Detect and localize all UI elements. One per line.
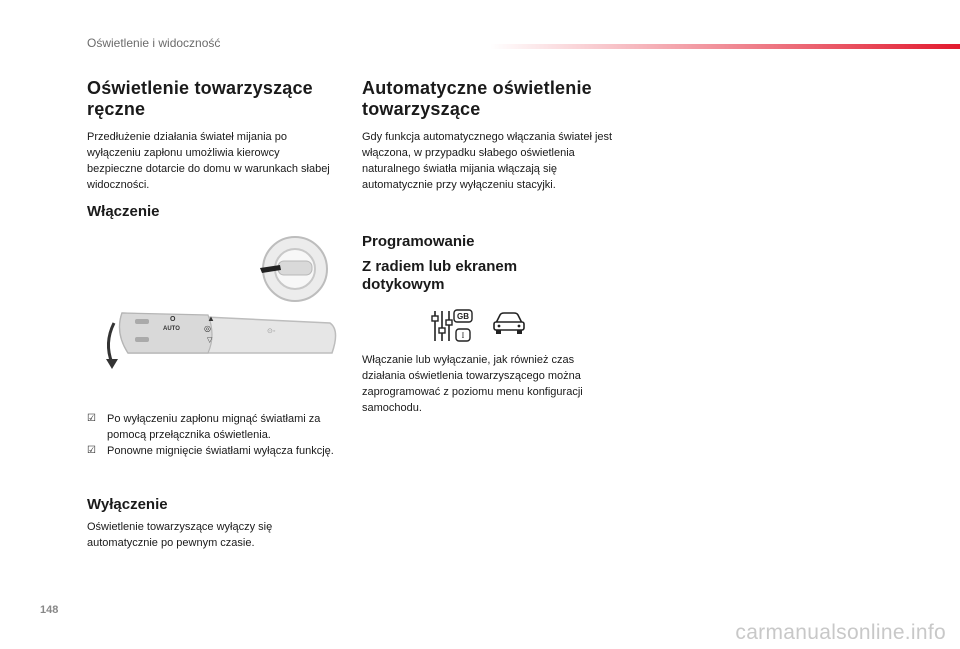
- svg-text:▽: ▽: [207, 337, 213, 344]
- bullet-icon: ☑: [87, 445, 96, 456]
- svg-text:◎: ◎: [204, 324, 211, 333]
- section-title: Oświetlenie i widoczność: [87, 36, 221, 50]
- rotate-arrow-icon: [108, 323, 114, 363]
- i-badge-text: I: [461, 331, 465, 340]
- list-item: [87, 411, 337, 443]
- right-intro-block: [362, 129, 624, 193]
- right-body-text: Włączanie lub wyłączanie, jak również czas działania oświetlenia towarzyszącego można zaprogramować z poziomu menu konfiguracji samochodu.: [362, 354, 583, 414]
- stalk-body: [120, 313, 336, 353]
- left-title: Oświetlenie towarzyszące ręczne: [87, 78, 313, 119]
- gb-badge-text: GB: [457, 312, 469, 321]
- right-intro: Gdy funkcja automatycznego włączania świateł jest włączona, w przypadku słabego oświetlenia naturalnego światła mijania włączają się automatycznie przy wyłączeniu stacyjki.: [362, 131, 613, 191]
- left-intro: Przedłużenie działania świateł mijania po wyłączeniu zapłonu umożliwia kierowcy bezpieczne dotarcie do domu w warunkach słabej widoczności.: [87, 131, 330, 191]
- programming-heading-block: [362, 233, 475, 251]
- programming-heading: Programowanie: [362, 233, 475, 250]
- lighting-stalk-illustration: [100, 235, 345, 383]
- left-intro-block: [87, 129, 337, 193]
- right-title-block: [362, 78, 622, 120]
- disable-text: Oświetlenie towarzyszące wyłączy się automatycznie po pewnym czasie.: [87, 521, 273, 549]
- stalk-label-auto: AUTO: [163, 326, 180, 332]
- radio-heading-block: [362, 258, 562, 294]
- header-accent-bar: [490, 44, 960, 49]
- enable-heading-block: [87, 203, 160, 221]
- svg-text:▲: ▲: [207, 314, 215, 323]
- right-title: Automatyczne oświetlenie towarzyszące: [362, 78, 592, 119]
- bullet-text: Ponowne mignięcie światłami wyłącza funkcję.: [107, 445, 334, 457]
- car-icon: [492, 311, 526, 335]
- bullet-icon: ☑: [87, 413, 96, 424]
- left-column: [87, 78, 337, 120]
- disable-heading: Wyłączenie: [87, 496, 168, 513]
- svg-text:⊙◦: ⊙◦: [267, 328, 276, 335]
- disable-heading-block: [87, 496, 168, 514]
- instruction-list: [87, 411, 337, 459]
- disable-text-block: [87, 519, 317, 551]
- settings-sliders-icon: [430, 308, 474, 344]
- right-body-block: [362, 352, 617, 416]
- page-number: 148: [40, 604, 59, 616]
- list-item: [87, 443, 337, 459]
- watermark: carmanualsonline.info: [735, 621, 946, 644]
- enable-heading: Włączenie: [87, 203, 160, 220]
- stalk-label-o: O: [170, 316, 176, 323]
- radio-heading: Z radiem lub ekranem dotykowym: [362, 258, 518, 293]
- bullet-text: Po wyłączeniu zapłonu mignąć światłami za pomocą przełącznika oświetlenia.: [107, 413, 321, 441]
